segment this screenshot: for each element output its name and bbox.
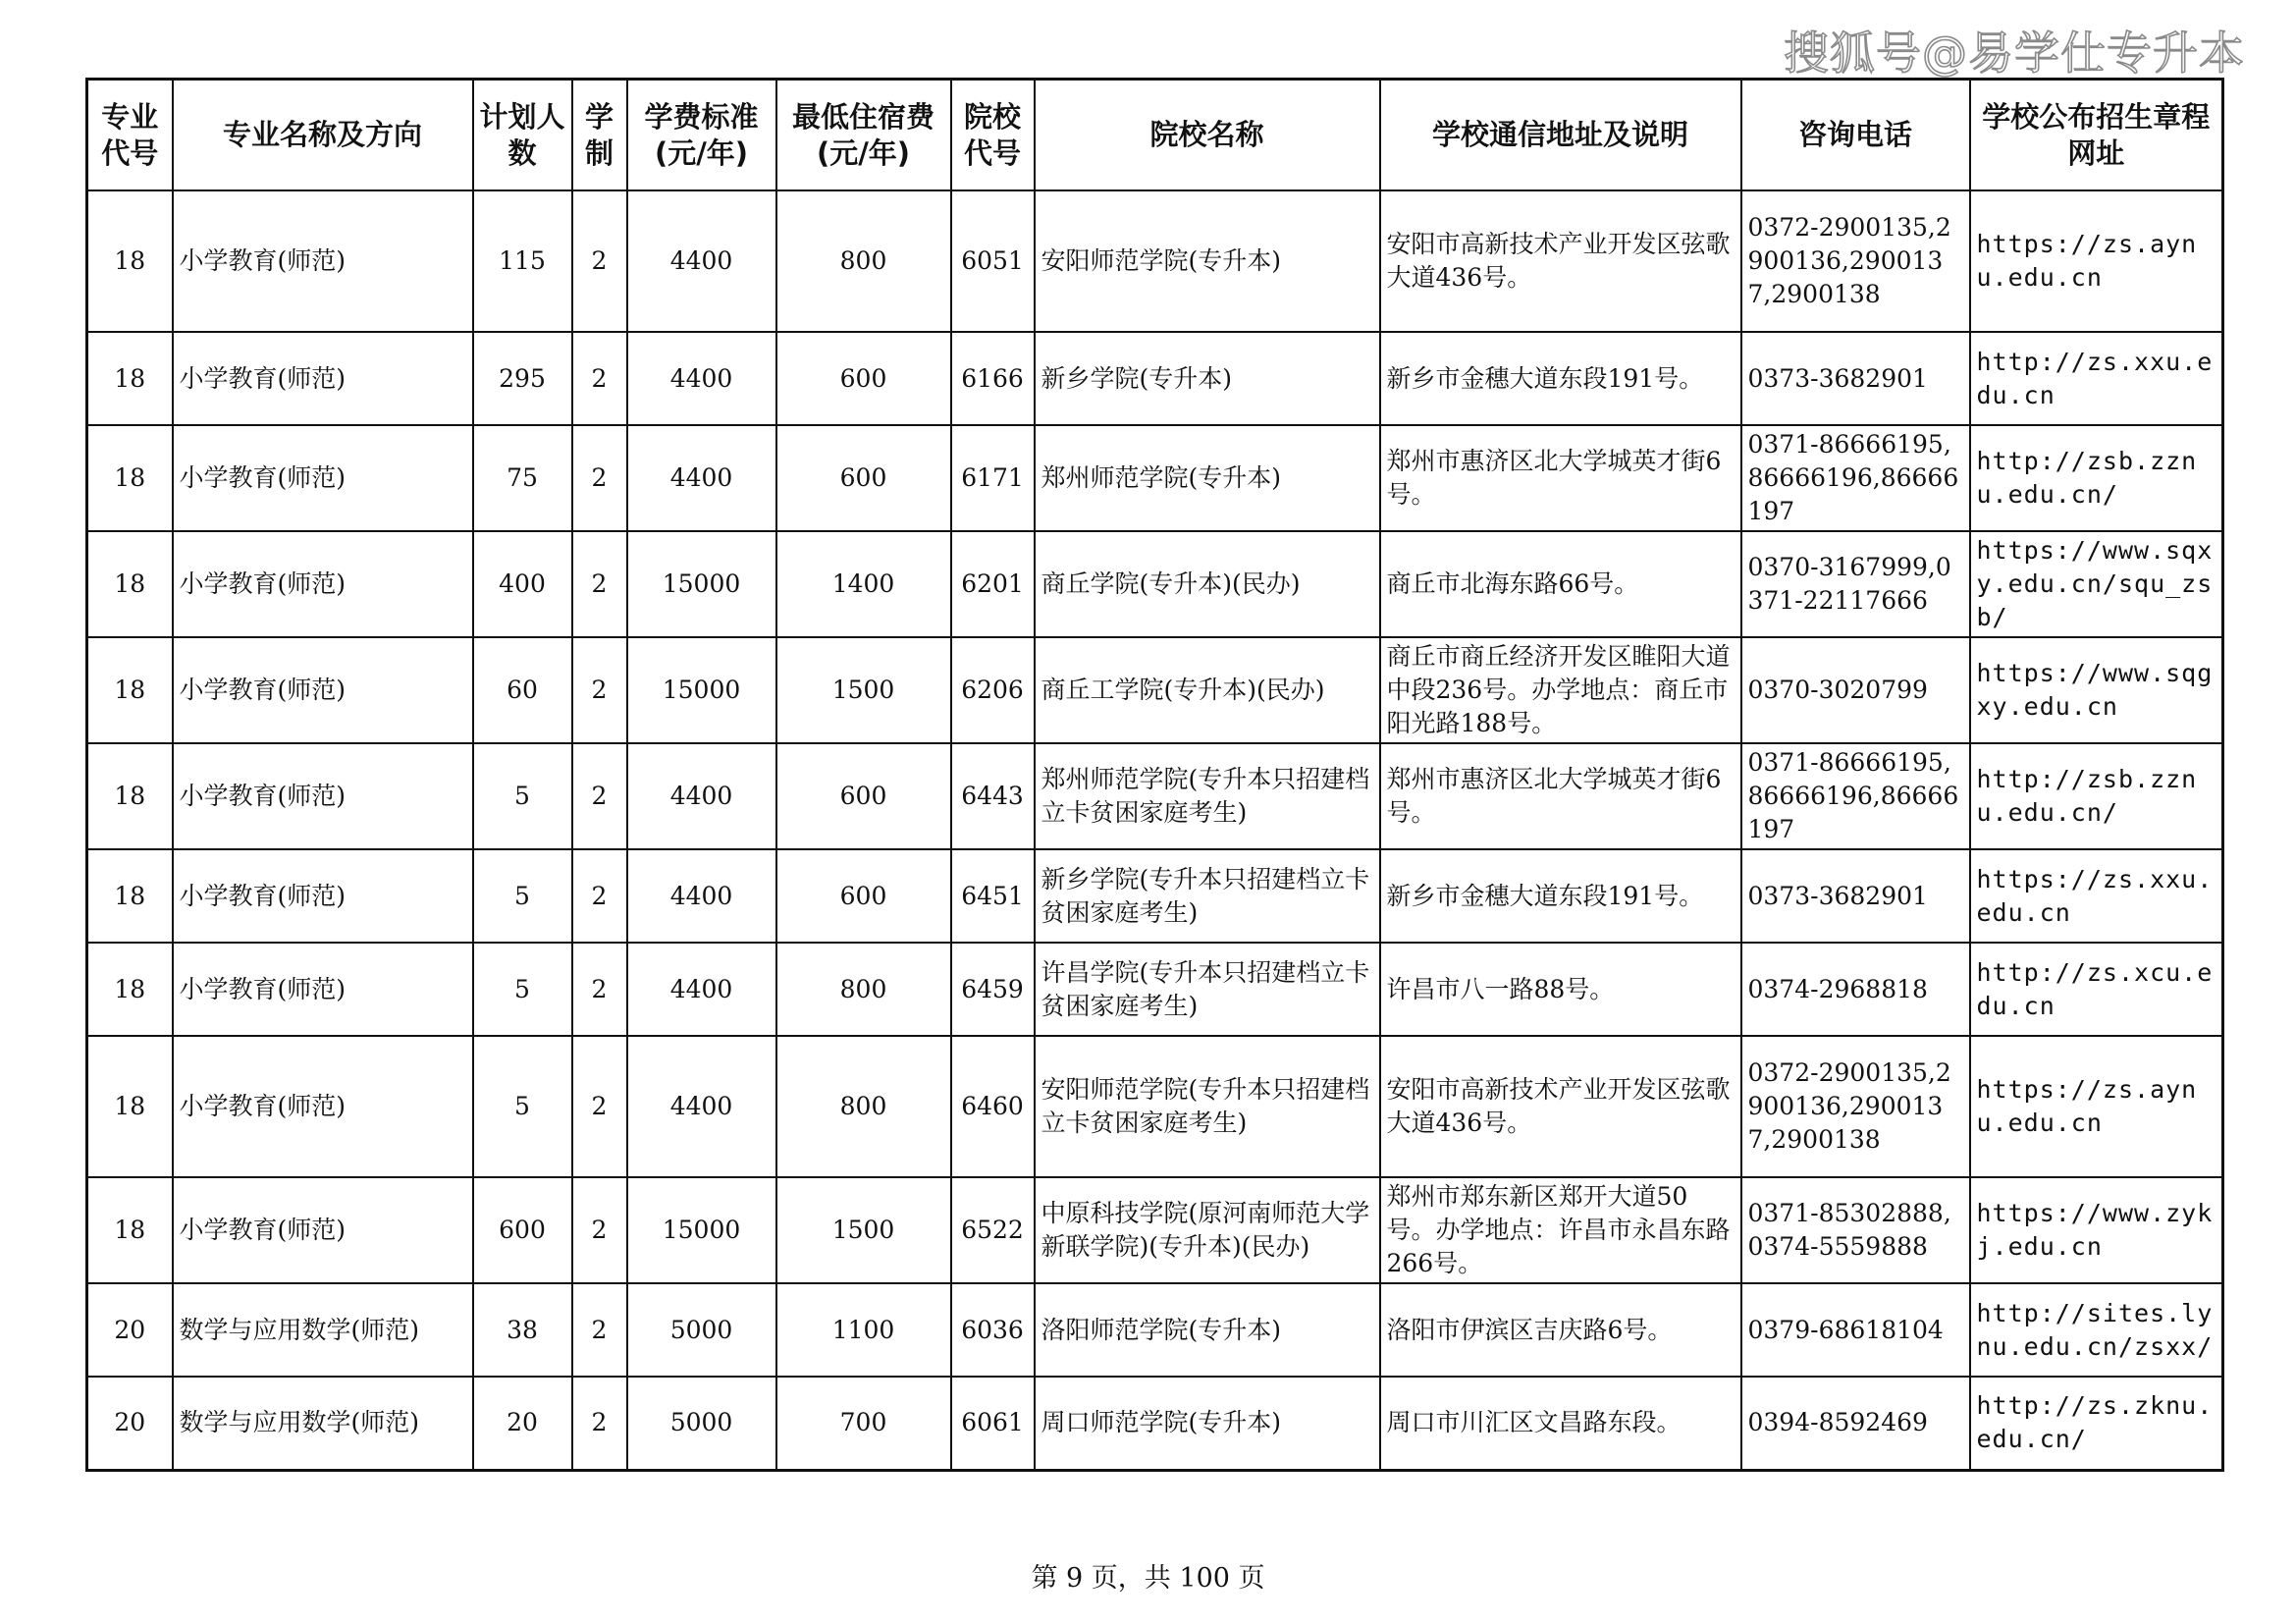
- cell-major-name: 小学教育(师范): [173, 637, 473, 743]
- cell-address: 郑州市惠济区北大学城英才街6号。: [1380, 743, 1741, 849]
- cell-address: 郑州市郑东新区郑开大道50号。办学地点：许昌市永昌东路266号。: [1380, 1177, 1741, 1283]
- header-website: 学校公布招生章程网址: [1970, 80, 2223, 191]
- table-row: [87, 637, 2223, 743]
- cell-major-name: 小学教育(师范): [173, 190, 473, 332]
- cell-major-name: 小学教育(师范): [173, 1177, 473, 1283]
- cell-years: 2: [572, 531, 627, 637]
- cell-lodging: 1100: [776, 1283, 951, 1377]
- cell-lodging: 800: [776, 190, 951, 332]
- cell-phone: 0373-3682901: [1741, 849, 1970, 943]
- cell-lodging: 700: [776, 1377, 951, 1470]
- header-major-code: 专业代号: [87, 80, 173, 191]
- cell-school-name: 郑州师范学院(专升本): [1035, 425, 1380, 531]
- cell-years: 2: [572, 743, 627, 849]
- table-row: [87, 943, 2223, 1036]
- cell-plan: 600: [473, 1177, 572, 1283]
- cell-website-link[interactable]: https://www.zykj.edu.cn: [1970, 1177, 2223, 1283]
- cell-years: 2: [572, 332, 627, 425]
- cell-tuition: 4400: [627, 849, 776, 943]
- cell-major-name: 数学与应用数学(师范): [173, 1377, 473, 1470]
- table-row: [87, 1036, 2223, 1177]
- cell-plan: 38: [473, 1283, 572, 1377]
- cell-years: 2: [572, 1036, 627, 1177]
- cell-years: 2: [572, 1283, 627, 1377]
- cell-address: 郑州市惠济区北大学城英才街6号。: [1380, 425, 1741, 531]
- cell-school-name: 新乡学院(专升本): [1035, 332, 1380, 425]
- cell-major-code: 18: [87, 1177, 173, 1283]
- cell-school-name: 安阳师范学院(专升本只招建档立卡贫困家庭考生): [1035, 1036, 1380, 1177]
- cell-years: 2: [572, 1377, 627, 1470]
- cell-website-link[interactable]: https://zs.xxu.edu.cn: [1970, 849, 2223, 943]
- cell-tuition: 4400: [627, 943, 776, 1036]
- cell-school-code: 6459: [951, 943, 1035, 1036]
- cell-phone: 0372-2900135,2900136,2900137,2900138: [1741, 190, 1970, 332]
- cell-major-name: 小学教育(师范): [173, 425, 473, 531]
- header-years: 学制: [572, 80, 627, 191]
- cell-school-name: 商丘学院(专升本)(民办): [1035, 531, 1380, 637]
- cell-phone: 0371-85302888,0374-5559888: [1741, 1177, 1970, 1283]
- cell-website-link[interactable]: https://zs.aynu.edu.cn: [1970, 190, 2223, 332]
- cell-tuition: 15000: [627, 637, 776, 743]
- table-row: [87, 190, 2223, 332]
- cell-major-code: 18: [87, 531, 173, 637]
- cell-tuition: 15000: [627, 1177, 776, 1283]
- cell-website-link[interactable]: http://sites.lynu.edu.cn/zsxx/: [1970, 1283, 2223, 1377]
- cell-major-code: 20: [87, 1283, 173, 1377]
- header-phone: 咨询电话: [1741, 80, 1970, 191]
- cell-school-code: 6451: [951, 849, 1035, 943]
- cell-website-link[interactable]: http://zs.zknu.edu.cn/: [1970, 1377, 2223, 1470]
- cell-tuition: 4400: [627, 425, 776, 531]
- cell-school-name: 安阳师范学院(专升本): [1035, 190, 1380, 332]
- watermark: 搜狐号@易学仕专升本: [1784, 27, 2245, 80]
- table-row: [87, 531, 2223, 637]
- cell-address: 新乡市金穗大道东段191号。: [1380, 849, 1741, 943]
- cell-address: 洛阳市伊滨区吉庆路6号。: [1380, 1283, 1741, 1377]
- cell-plan: 60: [473, 637, 572, 743]
- cell-years: 2: [572, 637, 627, 743]
- admissions-table: [85, 78, 2224, 1472]
- cell-tuition: 4400: [627, 190, 776, 332]
- page-number: 第 9 页，共 100 页: [1031, 1563, 1265, 1594]
- cell-school-code: 6051: [951, 190, 1035, 332]
- cell-school-name: 郑州师范学院(专升本只招建档立卡贫困家庭考生): [1035, 743, 1380, 849]
- cell-website-link[interactable]: https://zs.aynu.edu.cn: [1970, 1036, 2223, 1177]
- cell-years: 2: [572, 943, 627, 1036]
- cell-school-name: 许昌学院(专升本只招建档立卡贫困家庭考生): [1035, 943, 1380, 1036]
- cell-major-name: 小学教育(师范): [173, 743, 473, 849]
- header-major-name: 专业名称及方向: [173, 80, 473, 191]
- cell-years: 2: [572, 1177, 627, 1283]
- table-row: [87, 425, 2223, 531]
- cell-major-code: 18: [87, 943, 173, 1036]
- cell-school-code: 6206: [951, 637, 1035, 743]
- cell-major-code: 18: [87, 425, 173, 531]
- cell-school-name: 洛阳师范学院(专升本): [1035, 1283, 1380, 1377]
- cell-school-code: 6171: [951, 425, 1035, 531]
- table-row: [87, 1177, 2223, 1283]
- cell-lodging: 800: [776, 943, 951, 1036]
- cell-plan: 5: [473, 849, 572, 943]
- cell-tuition: 5000: [627, 1283, 776, 1377]
- table-row: [87, 1377, 2223, 1470]
- cell-school-code: 6460: [951, 1036, 1035, 1177]
- cell-school-code: 6522: [951, 1177, 1035, 1283]
- cell-lodging: 1500: [776, 637, 951, 743]
- cell-school-code: 6061: [951, 1377, 1035, 1470]
- cell-phone: 0374-2968818: [1741, 943, 1970, 1036]
- cell-major-code: 18: [87, 637, 173, 743]
- cell-website-link[interactable]: http://zs.xcu.edu.cn: [1970, 943, 2223, 1036]
- header-school-name: 院校名称: [1035, 80, 1380, 191]
- cell-website-link[interactable]: https://www.sqxy.edu.cn/squ_zsb/: [1970, 531, 2223, 637]
- cell-address: 许昌市八一路88号。: [1380, 943, 1741, 1036]
- cell-plan: 5: [473, 743, 572, 849]
- header-school-code: 院校代号: [951, 80, 1035, 191]
- header-tuition: 学费标准(元/年): [627, 80, 776, 191]
- cell-years: 2: [572, 425, 627, 531]
- cell-school-code: 6201: [951, 531, 1035, 637]
- cell-major-name: 数学与应用数学(师范): [173, 1283, 473, 1377]
- cell-major-name: 小学教育(师范): [173, 332, 473, 425]
- cell-tuition: 4400: [627, 332, 776, 425]
- cell-school-name: 商丘工学院(专升本)(民办): [1035, 637, 1380, 743]
- cell-website-link[interactable]: http://zs.xxu.edu.cn: [1970, 332, 2223, 425]
- cell-major-name: 小学教育(师范): [173, 849, 473, 943]
- cell-tuition: 4400: [627, 1036, 776, 1177]
- cell-lodging: 600: [776, 425, 951, 531]
- cell-plan: 295: [473, 332, 572, 425]
- table-row: [87, 849, 2223, 943]
- cell-plan: 5: [473, 943, 572, 1036]
- cell-address: 安阳市高新技术产业开发区弦歌大道436号。: [1380, 1036, 1741, 1177]
- cell-tuition: 15000: [627, 531, 776, 637]
- cell-major-code: 18: [87, 849, 173, 943]
- table-row: [87, 743, 2223, 849]
- cell-plan: 75: [473, 425, 572, 531]
- cell-phone: 0370-3020799: [1741, 637, 1970, 743]
- cell-lodging: 1400: [776, 531, 951, 637]
- header-lodging: 最低住宿费(元/年): [776, 80, 951, 191]
- cell-school-code: 6166: [951, 332, 1035, 425]
- cell-major-code: 18: [87, 1036, 173, 1177]
- cell-major-code: 18: [87, 332, 173, 425]
- cell-plan: 20: [473, 1377, 572, 1470]
- cell-address: 安阳市高新技术产业开发区弦歌大道436号。: [1380, 190, 1741, 332]
- cell-website-link[interactable]: http://zsb.zznu.edu.cn/: [1970, 425, 2223, 531]
- cell-address: 商丘市北海东路66号。: [1380, 531, 1741, 637]
- cell-major-name: 小学教育(师范): [173, 943, 473, 1036]
- cell-major-code: 18: [87, 743, 173, 849]
- cell-tuition: 5000: [627, 1377, 776, 1470]
- cell-school-name: 中原科技学院(原河南师范大学新联学院)(专升本)(民办): [1035, 1177, 1380, 1283]
- cell-plan: 5: [473, 1036, 572, 1177]
- cell-phone: 0371-86666195,86666196,86666197: [1741, 743, 1970, 849]
- cell-lodging: 600: [776, 849, 951, 943]
- cell-years: 2: [572, 190, 627, 332]
- cell-website-link[interactable]: http://zsb.zznu.edu.cn/: [1970, 743, 2223, 849]
- cell-phone: 0370-3167999,0371-22117666: [1741, 531, 1970, 637]
- cell-tuition: 4400: [627, 743, 776, 849]
- cell-plan: 400: [473, 531, 572, 637]
- cell-school-name: 周口师范学院(专升本): [1035, 1377, 1380, 1470]
- cell-phone: 0373-3682901: [1741, 332, 1970, 425]
- cell-major-name: 小学教育(师范): [173, 531, 473, 637]
- cell-major-code: 18: [87, 190, 173, 332]
- cell-phone: 0372-2900135,2900136,2900137,2900138: [1741, 1036, 1970, 1177]
- cell-major-name: 小学教育(师范): [173, 1036, 473, 1177]
- cell-address: 周口市川汇区文昌路东段。: [1380, 1377, 1741, 1470]
- cell-website-link[interactable]: https://www.sqgxy.edu.cn: [1970, 637, 2223, 743]
- cell-school-name: 新乡学院(专升本只招建档立卡贫困家庭考生): [1035, 849, 1380, 943]
- cell-phone: 0394-8592469: [1741, 1377, 1970, 1470]
- cell-school-code: 6036: [951, 1283, 1035, 1377]
- table-row: [87, 1283, 2223, 1377]
- header-address: 学校通信地址及说明: [1380, 80, 1741, 191]
- cell-lodging: 600: [776, 743, 951, 849]
- cell-lodging: 800: [776, 1036, 951, 1177]
- cell-address: 新乡市金穗大道东段191号。: [1380, 332, 1741, 425]
- cell-school-code: 6443: [951, 743, 1035, 849]
- cell-address: 商丘市商丘经济开发区睢阳大道中段236号。办学地点：商丘市阳光路188号。: [1380, 637, 1741, 743]
- cell-phone: 0371-86666195,86666196,86666197: [1741, 425, 1970, 531]
- cell-plan: 115: [473, 190, 572, 332]
- table-row: [87, 332, 2223, 425]
- cell-lodging: 600: [776, 332, 951, 425]
- cell-major-code: 20: [87, 1377, 173, 1470]
- cell-years: 2: [572, 849, 627, 943]
- header-plan: 计划人数: [473, 80, 572, 191]
- cell-phone: 0379-68618104: [1741, 1283, 1970, 1377]
- table-header-row: [87, 80, 2223, 191]
- cell-lodging: 1500: [776, 1177, 951, 1283]
